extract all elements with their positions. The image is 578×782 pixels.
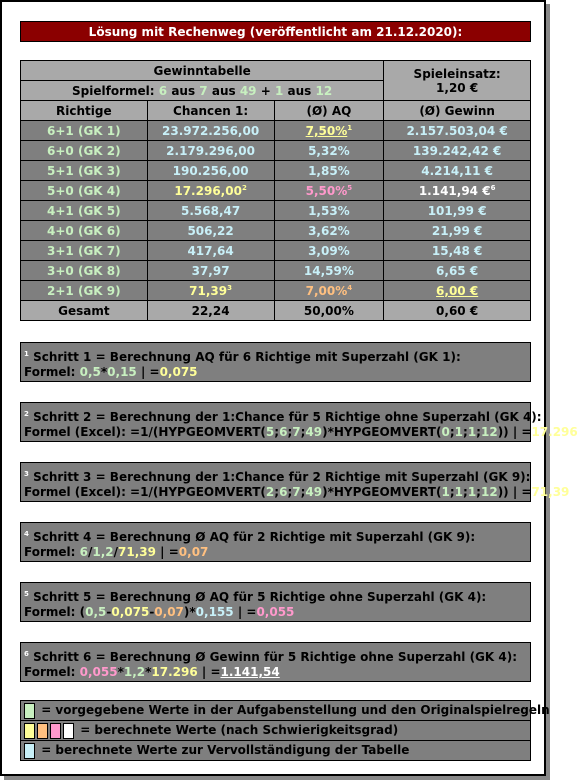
- formula-part: ;: [300, 425, 306, 439]
- formula-number: 7: [199, 83, 208, 98]
- cell-aq: [274, 221, 384, 241]
- footnote-marker: 5: [347, 183, 353, 192]
- stake-label: Spieleinsatz:: [413, 66, 501, 81]
- cell-value: 3,09%: [308, 243, 350, 258]
- cell-aq: [274, 281, 384, 301]
- formula-word: aus: [171, 83, 196, 98]
- cell-value: 1,53%: [308, 203, 350, 218]
- cell-aq: [274, 141, 384, 161]
- formula-part: 0,07: [178, 545, 209, 559]
- cell-aq: [274, 261, 384, 281]
- cell-aq: [274, 241, 384, 261]
- formula-part: | =: [197, 665, 221, 679]
- formula-part: ;: [287, 485, 293, 499]
- step-title-text: Schritt 1 = Berechnung AQ für 6 Richtige mit Superzahl (GK 1):: [33, 350, 461, 364]
- formula-part: 12: [480, 425, 498, 439]
- total-label: Gesamt: [21, 301, 148, 321]
- cell-value: 1,85%: [308, 163, 350, 178]
- formula-part: -: [149, 605, 155, 619]
- formula-part: ;: [449, 425, 455, 439]
- formula-part: | =: [155, 545, 179, 559]
- cell-richtige: [21, 221, 148, 241]
- formula-part: )): [497, 425, 509, 439]
- formula-part: Formel (Excel): =1/(HYPGEOMVERT(: [24, 425, 266, 439]
- orange-swatch-icon: [37, 723, 48, 739]
- step-title: [24, 345, 527, 363]
- formula-part: )*HYPGEOMVERT(: [322, 425, 442, 439]
- formula-part: Formel:: [24, 545, 80, 559]
- cell-gewinn: [384, 261, 531, 281]
- formula-part: 6: [279, 485, 288, 499]
- cell-chancen: [147, 241, 274, 261]
- cell-chancen: [147, 141, 274, 161]
- cell-richtige: [21, 181, 148, 201]
- formula-part: 0,055: [79, 665, 118, 679]
- cell-value: 2+1 (GK 9): [47, 283, 121, 298]
- formula-part: | =: [233, 605, 257, 619]
- cell-value: 101,99 €: [427, 203, 487, 218]
- footnote-marker: 2: [24, 410, 29, 418]
- table-title: Gewinntabelle: [21, 61, 384, 81]
- formula-part: ;: [287, 425, 293, 439]
- cell-gewinn: [384, 121, 531, 141]
- cell-aq: [274, 181, 384, 201]
- pink-swatch-icon: [50, 723, 61, 739]
- cell-gewinn: [384, 241, 531, 261]
- game-formula: [21, 81, 384, 101]
- step-title-text: Schritt 2 = Berechnung der 1:Chance für 5 Richtige ohne Superzahl (GK 4):: [33, 410, 542, 424]
- step-title-text: Schritt 3 = Berechnung der 1:Chance für 2 Richtige mit Superzahl (GK 9):: [33, 470, 531, 484]
- table-row: [21, 201, 531, 221]
- formula-word: +: [260, 83, 271, 98]
- step-formula: [24, 363, 527, 381]
- formula-part: 17.296: [151, 665, 198, 679]
- formula-part: 0,07: [154, 605, 184, 619]
- cell-richtige: [21, 281, 148, 301]
- step-title: [24, 405, 542, 424]
- cell-chancen: [147, 281, 274, 301]
- solution-banner: Lösung mit Rechenweg (veröffentlicht am 21.12.2020):: [20, 21, 531, 42]
- formula-part: 7: [292, 485, 301, 499]
- formula-part: *: [117, 665, 124, 679]
- column-header-richtige: Richtige: [21, 101, 148, 121]
- step-formula: [24, 603, 527, 621]
- cell-value: 5,32%: [308, 143, 350, 158]
- cell-chancen: [147, 161, 274, 181]
- cell-value: 4+1 (GK 5): [47, 203, 121, 218]
- formula-part: 1: [441, 485, 450, 499]
- cell-value: 506,22: [187, 223, 234, 238]
- formula-part: 1: [454, 425, 463, 439]
- stake-cell: [384, 61, 531, 101]
- formula-part: 0,5: [79, 365, 101, 379]
- cell-value: 6,00 €: [436, 283, 479, 298]
- calculation-step-2: [20, 402, 578, 442]
- legend-item-calculated: [21, 721, 530, 741]
- step-formula: [24, 423, 578, 441]
- calculation-step-4: [20, 522, 531, 562]
- formula-part: 1: [467, 425, 477, 439]
- column-header-chancen: Chancen 1:: [147, 101, 274, 121]
- cell-value: 5+1 (GK 3): [47, 163, 121, 178]
- cell-value: 417,64: [187, 243, 234, 258]
- formula-part: ;: [463, 425, 468, 439]
- formula-part: 71,39: [118, 545, 156, 559]
- cell-value: 14,59%: [303, 263, 354, 278]
- cell-chancen: [147, 181, 274, 201]
- formula-part: 0,5: [85, 605, 107, 619]
- cell-aq: [274, 161, 384, 181]
- formula-part: ;: [300, 485, 306, 499]
- color-legend: [20, 700, 550, 761]
- table-row: [21, 161, 531, 181]
- formula-part: 71,39: [531, 485, 570, 499]
- footnote-marker: 3: [227, 283, 233, 292]
- formula-word: aus: [211, 83, 236, 98]
- formula-part: 6: [79, 545, 88, 559]
- cell-value: 7,00%: [305, 283, 348, 298]
- cell-value: 17.296,00: [174, 183, 242, 198]
- step-title-text: Schritt 5 = Berechnung Ø AQ für 5 Richtige ohne Superzahl (GK 4):: [33, 590, 487, 604]
- cell-value: 3+1 (GK 7): [47, 243, 121, 258]
- cell-value: 5+0 (GK 4): [47, 183, 121, 198]
- formula-part: 7: [292, 425, 301, 439]
- cell-value: 139.242,42 €: [412, 143, 502, 158]
- footnote-marker: 5: [24, 590, 29, 598]
- formula-part: ;: [476, 425, 481, 439]
- table-row: [21, 281, 531, 301]
- cell-value: 2.157.503,04 €: [406, 123, 508, 138]
- step-title: [24, 465, 531, 484]
- table-row: [21, 141, 531, 161]
- legend-item-completion: [21, 741, 530, 760]
- footnote-marker: 6: [490, 183, 496, 192]
- green-swatch-icon: [24, 703, 35, 719]
- formula-part: 0,155: [195, 605, 234, 619]
- cell-value: 5.568,47: [180, 203, 241, 218]
- formula-number: 49: [239, 83, 257, 98]
- formula-part: /: [113, 545, 119, 559]
- formula-part: Formel:: [24, 665, 80, 679]
- cell-richtige: [21, 121, 148, 141]
- cell-value: 3+0 (GK 8): [47, 263, 121, 278]
- cell-value: 1.141,94 €: [418, 183, 491, 198]
- calculation-step-1: [20, 342, 531, 382]
- cell-value: 4.214,11 €: [421, 163, 493, 178]
- footnote-marker: 1: [347, 123, 353, 132]
- table-row: [21, 261, 531, 281]
- formula-part: | =: [508, 425, 532, 439]
- formula-part: 49: [305, 485, 323, 499]
- formula-part: -: [106, 605, 112, 619]
- cell-richtige: [21, 201, 148, 221]
- cell-value: 6,65 €: [436, 263, 479, 278]
- formula-part: *: [145, 665, 152, 679]
- cell-value: 7,50%: [305, 123, 348, 138]
- cell-value: 2.179.296,00: [166, 143, 255, 158]
- cell-value: 23.972.256,00: [162, 123, 260, 138]
- formula-part: 1,2: [92, 545, 114, 559]
- cell-aq: [274, 121, 384, 141]
- formula-part: Formel: (: [24, 605, 86, 619]
- cell-gewinn: [384, 201, 531, 221]
- formula-number: 6: [158, 83, 168, 98]
- step-title: [24, 525, 527, 543]
- total-chancen: 22,24: [147, 301, 274, 321]
- formula-part: 6: [279, 425, 288, 439]
- formula-part: )): [497, 485, 509, 499]
- formula-part: 1: [454, 485, 463, 499]
- column-header-aq: (Ø) AQ: [274, 101, 384, 121]
- step-formula: [24, 543, 527, 561]
- total-aq: 50,00%: [274, 301, 384, 321]
- formula-part: 1: [467, 485, 477, 499]
- cell-value: 15,48 €: [431, 243, 483, 258]
- cell-gewinn: [384, 141, 531, 161]
- footnote-marker: 3: [24, 470, 29, 478]
- formula-part: 49: [305, 425, 323, 439]
- formula-part: ;: [476, 485, 481, 499]
- cell-richtige: [21, 141, 148, 161]
- step-formula: [24, 483, 570, 501]
- legend-label: = berechnete Werte (nach Schwierigkeitsgrad): [80, 723, 399, 737]
- calculation-step-5: [20, 582, 531, 622]
- footnote-marker: 6: [24, 650, 29, 658]
- cell-chancen: [147, 121, 274, 141]
- column-header-gewinn: (Ø) Gewinn: [384, 101, 531, 121]
- formula-number: 1: [274, 83, 284, 98]
- formula-part: )*HYPGEOMVERT(: [322, 485, 442, 499]
- formula-part: ;: [449, 485, 455, 499]
- cell-chancen: [147, 261, 274, 281]
- cell-value: 6+1 (GK 1): [47, 123, 121, 138]
- cell-gewinn: [384, 161, 531, 181]
- formula-part: 0: [441, 425, 450, 439]
- calculation-step-3: [20, 462, 570, 502]
- cell-value: 37,97: [191, 263, 230, 278]
- step-title-text: Schritt 6 = Berechnung Ø Gewinn für 5 Richtige ohne Superzahl (GK 4):: [33, 650, 518, 664]
- cell-value: 3,62%: [308, 223, 350, 238]
- formula-part: )*: [183, 605, 196, 619]
- cell-richtige: [21, 241, 148, 261]
- cyan-swatch-icon: [24, 743, 35, 759]
- cell-chancen: [147, 201, 274, 221]
- formula-prefix: Spielformel:: [72, 83, 155, 98]
- stake-value: 1,20 €: [436, 80, 479, 95]
- footnote-marker: 4: [347, 283, 353, 292]
- formula-part: 1.141,54: [220, 665, 280, 679]
- cell-richtige: [21, 261, 148, 281]
- cell-value: 21,99 €: [431, 223, 483, 238]
- cell-gewinn: [384, 221, 531, 241]
- footnote-marker: 4: [24, 530, 29, 538]
- footnote-marker: 1: [24, 350, 29, 358]
- step-title: [24, 645, 527, 663]
- formula-part: 0,075: [111, 605, 150, 619]
- footnote-marker: 2: [241, 183, 247, 192]
- step-formula: [24, 663, 527, 681]
- table-row: [21, 121, 531, 141]
- step-title-text: Schritt 4 = Berechnung Ø AQ für 2 Richtige mit Superzahl (GK 9):: [33, 530, 476, 544]
- formula-part: 2: [265, 485, 275, 499]
- formula-word: aus: [287, 83, 312, 98]
- cell-chancen: [147, 221, 274, 241]
- formula-part: Formel (Excel): =1/(HYPGEOMVERT(: [24, 485, 266, 499]
- table-row: [21, 241, 531, 261]
- formula-part: | =: [136, 365, 160, 379]
- prize-table: [20, 60, 531, 321]
- cell-gewinn: [384, 181, 531, 201]
- formula-part: 12: [480, 485, 498, 499]
- white-swatch-icon: [63, 723, 74, 739]
- formula-part: Formel:: [24, 365, 80, 379]
- legend-item-given: [21, 701, 550, 721]
- total-gewinn: 0,60 €: [384, 301, 531, 321]
- step-title: [24, 585, 527, 603]
- table-row: [21, 221, 531, 241]
- formula-part: 0,075: [159, 365, 198, 379]
- formula-part: 0,055: [256, 605, 295, 619]
- formula-part: 5: [265, 425, 275, 439]
- formula-part: 0,15: [107, 365, 137, 379]
- cell-gewinn: [384, 281, 531, 301]
- formula-part: 17.296: [531, 425, 578, 439]
- legend-label: = berechnete Werte zur Vervollständigung der Tabelle: [41, 743, 410, 757]
- formula-part: ;: [274, 425, 280, 439]
- cell-aq: [274, 201, 384, 221]
- cell-value: 5,50%: [305, 183, 348, 198]
- formula-part: *: [100, 365, 108, 379]
- formula-number: 12: [315, 83, 333, 98]
- yellow-swatch-icon: [24, 723, 35, 739]
- calculation-step-6: [20, 642, 531, 682]
- cell-value: 4+0 (GK 6): [47, 223, 121, 238]
- formula-part: ;: [463, 485, 468, 499]
- formula-part: ;: [274, 485, 280, 499]
- cell-value: 71,39: [189, 283, 228, 298]
- formula-part: 1,2: [123, 665, 146, 679]
- legend-label: = vorgegebene Werte in der Aufgabenstellung und den Originalspielregeln: [41, 703, 550, 717]
- formula-part: | =: [508, 485, 532, 499]
- cell-value: 6+0 (GK 2): [47, 143, 121, 158]
- table-row: [21, 181, 531, 201]
- formula-part: /: [87, 545, 93, 559]
- cell-richtige: [21, 161, 148, 181]
- cell-value: 190.256,00: [172, 163, 249, 178]
